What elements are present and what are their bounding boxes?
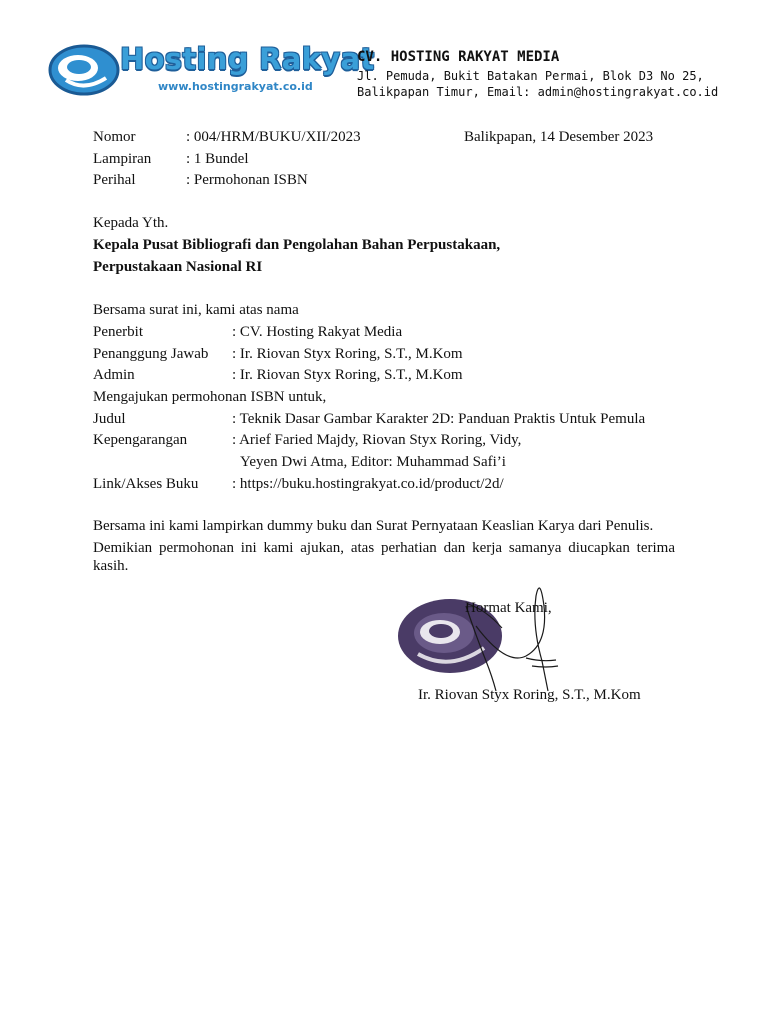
recipient-line-2: Perpustakaan Nasional RI (93, 259, 263, 275)
request-text: Mengajukan permohonan ISBN untuk, (93, 389, 327, 405)
link-label: Link/Akses Buku (93, 476, 199, 492)
kepengarangan-value-1: : Arief Faried Majdy, Riovan Styx Roring, Vidy, (232, 432, 522, 448)
letter-date: Balikpapan, 14 Desember 2023 (464, 129, 654, 145)
logo-url: www.hostingrakyat.co.id (158, 80, 313, 93)
penerbit-label: Penerbit (93, 324, 143, 340)
perihal-label: Perihal (93, 172, 136, 188)
greeting: Kepada Yth. (93, 215, 169, 231)
judul-label: Judul (93, 411, 126, 427)
signature-area (396, 566, 566, 696)
salutation: Hormat Kami, (465, 600, 552, 616)
penanggung-jawab-label: Penanggung Jawab (93, 346, 209, 362)
link-value: : https://buku.hostingrakyat.co.id/product/2d/ (232, 476, 504, 492)
kepengarangan-value-2: Yeyen Dwi Atma, Editor: Muhammad Safi’i (240, 454, 506, 470)
admin-value: : Ir. Riovan Styx Roring, S.T., M.Kom (232, 367, 463, 383)
penanggung-jawab-value: : Ir. Riovan Styx Roring, S.T., M.Kom (232, 346, 463, 362)
company-name: CV. HOSTING RAKYAT MEDIA (357, 49, 560, 65)
admin-label: Admin (93, 367, 135, 383)
lampiran-label: Lampiran (93, 151, 152, 167)
penerbit-value: : CV. Hosting Rakyat Media (232, 324, 403, 340)
address-line-1: Jl. Pemuda, Bukit Batakan Permai, Blok D3 No 25, (357, 69, 704, 83)
handwritten-signature-icon (456, 566, 566, 696)
closing-paragraph-1: Bersama ini kami lampirkan dummy buku dan Surat Pernyataan Keaslian Karya dari Penulis. (93, 518, 654, 534)
company-address (357, 68, 718, 100)
judul-value: : Teknik Dasar Gambar Karakter 2D: Panduan Praktis Untuk Pemula (232, 411, 646, 427)
logo-name: Hosting Rakyat (120, 42, 375, 76)
perihal-value: : Permohonan ISBN (186, 172, 308, 188)
company-logo (48, 40, 375, 102)
signer-name: Ir. Riovan Styx Roring, S.T., M.Kom (418, 687, 641, 703)
nomor-value: : 004/HRM/BUKU/XII/2023 (186, 129, 361, 145)
address-line-2: Balikpapan Timur, Email: admin@hostingrakyat.co.id (357, 85, 719, 99)
nomor-label: Nomor (93, 129, 136, 145)
intro-text: Bersama surat ini, kami atas nama (93, 302, 299, 318)
kepengarangan-label: Kepengarangan (93, 432, 188, 448)
closing-paragraph-2: Demikian permohonan ini kami ajukan, atas perhatian dan kerja samanya diucapkan terima kasih. (93, 540, 675, 574)
recipient-line-1: Kepala Pusat Bibliografi dan Pengolahan Bahan Perpustakaan, (93, 237, 501, 253)
lampiran-value: : 1 Bundel (186, 151, 249, 167)
logo-swirl-icon (48, 40, 124, 98)
